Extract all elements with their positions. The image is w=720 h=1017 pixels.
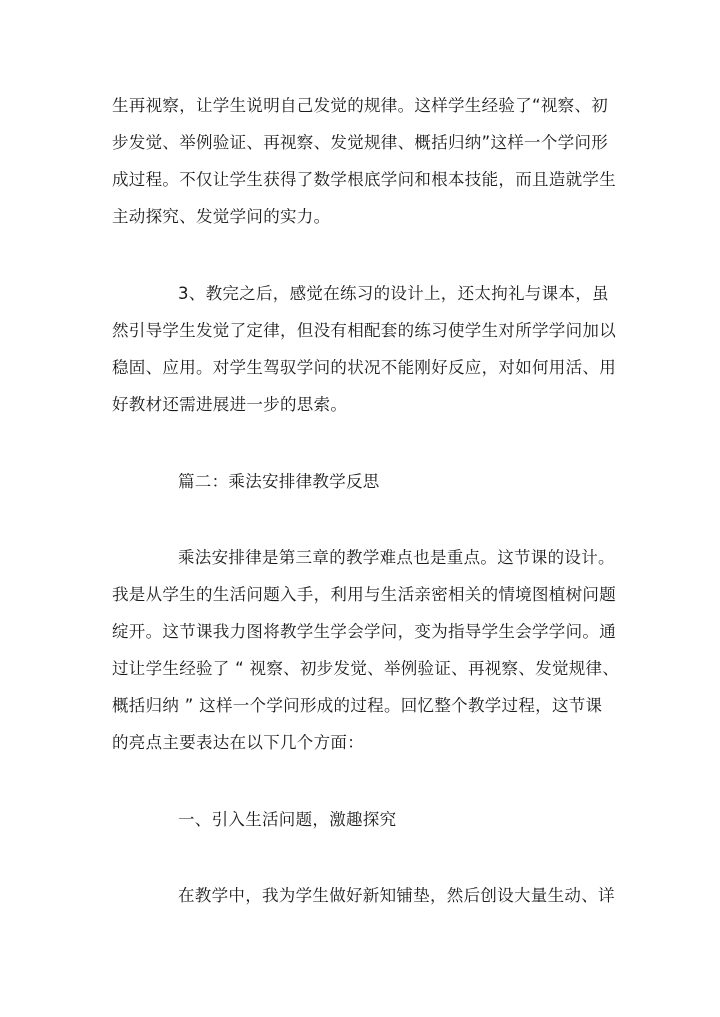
text-line: 步发觉、举例验证、再视察、发觉规律、概括归纳”这样一个学问形 (112, 133, 609, 152)
text-line: 我是从学生的生活问题入手，利用与生活亲密相关的情境图植树问题 (112, 585, 616, 604)
text-line: 概括归纳 ” 这样一个学问形成的过程。回忆整个教学过程，这节课 (112, 696, 603, 715)
text-line: 主动探究、发觉学问的实力。 (112, 207, 331, 226)
text-line: 在教学中，我为学生做好新知铺垫，然后创设大量生动、详 (178, 886, 615, 905)
text-line: 的亮点主要表达在以下几个方面： (112, 733, 364, 752)
text-line: 绽开。这节课我力图将教学生学会学问，变为指导学生会学学问。通 (112, 622, 616, 641)
text-line: 3、教完之后，感觉在练习的设计上，还太拘礼与课本，虽 (178, 284, 609, 303)
text-line: 成过程。不仅让学生获得了数学根底学问和根本技能，而且造就学生 (112, 170, 616, 189)
text-line: 然引导学生发觉了定律，但没有相配套的练习使学生对所学学问加以 (112, 321, 616, 340)
subsection-title: 一、引入生活问题，激趣探究 (178, 810, 397, 829)
text-line: 乘法安排律是第三章的教学难点也是重点。这节课的设计。 (178, 548, 615, 567)
text-line: 稳固、应用。对学生驾驭学问的状况不能刚好反应，对如何用活、用 (112, 358, 616, 377)
section-title: 篇二：乘法安排律教学反思 (178, 472, 380, 491)
text-line: 好教材还需进展进一步的思索。 (112, 395, 348, 414)
text-line: 过让学生经验了 “ 视察、初步发觉、举例验证、再视察、发觉规律、 (112, 659, 620, 678)
text-line: 生再视察，让学生说明自己发觉的规律。这样学生经验了“视察、初 (112, 96, 609, 115)
